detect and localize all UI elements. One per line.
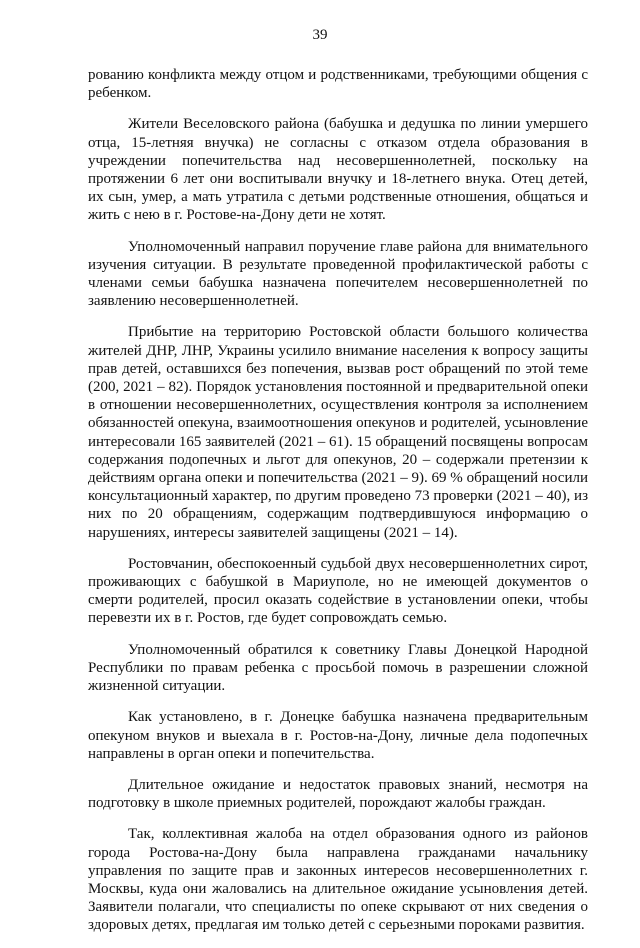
paragraph-collective-complaint: Так, коллективная жалоба на отдел образования одного из районов города Ростова-на-Дону была направлена гражданами начальнику управления по защите прав и законных интересов несовершеннолетних г. Москвы, куда они жаловались на длительное ожидание усыновления детей. Заявители полагали, что специалисты по опеке скрывают от них сведения о здоровых детях, предлагая им только детей с серьезными пороками развития.: [88, 826, 588, 934]
paragraph-veselovsky-residents: Жители Веселовского района (бабушка и дедушка по линии умершего отца, 15-летняя внучка) не согласны с отказом отдела образования в учреждении попечительства над несовершеннолетней, поскольку на протяжении 6 лет они воспитывали внучку и 18-летнего внука. Отец детей, их сын, умер, а мать утратила с детьми родственные отношения, общаться и жить с нею в г. Ростове-на-Дону дети не хотят.: [88, 116, 588, 224]
paragraph-donetsk-guardian: Как установлено, в г. Донецке бабушка назначена предварительным опекуном внуков и выехала в г. Ростов-на-Дону, личные дела подопечных направлены в орган опеки и попечительства.: [88, 709, 588, 762]
paragraph-long-waiting: Длительное ожидание и недостаток правовых знаний, несмотря на подготовку в школе приемных родителей, порождают жалобы граждан.: [88, 776, 588, 812]
body-text: [88, 66, 588, 948]
paragraph-dnr-advisor: Уполномоченный обратился к советнику Главы Донецкой Народной Республики по правам ребенка с просьбой помочь в разрешении сложной жизненной ситуации.: [88, 641, 588, 695]
paragraph-ombudsman-instruction: Уполномоченный направил поручение главе района для внимательного изучения ситуации. В результате проведенной профилактической работы с членами семьи бабушка назначена попечителем несовершеннолетней по заявлению несовершеннолетней.: [88, 238, 588, 310]
page-number: 39: [312, 27, 328, 43]
paragraph-statistics: Прибытие на территорию Ростовской области большого количества жителей ДНР, ЛНР, Украины усилило внимание населения к вопросу защиты прав детей, оставшихся без попечения, вызвав рост обращений по этой теме (200, 2021 – 82). Порядок установления постоянной и предварительной опеки в отношении несовершеннолетних, осуществления контроля за исполнением обязанностей опекуна, взаимоотношения опекунов и родителей, усыновление интересовали 165 заявителей (2021 – 61). 15 обращений посвящены вопросам содержания подопечных и льгот для опекунов, 20 – содержали претензии к действиям органа опеки и попечительства (2021 – 9). 69 % обращений носили консультационный характер, по другим проведено 73 проверки (2021 – 40), из них по 20 обращениям, содержащим подтвердившуюся информацию о нарушениях, интересы заявителей защищены (2021 – 14).: [88, 324, 589, 541]
paragraph-continuation: рованию конфликта между отцом и родственниками, требующими общения с ребенком.: [88, 67, 588, 102]
paragraph-rostov-resident: Ростовчанин, обеспокоенный судьбой двух несовершеннолетних сирот, проживающих с бабушкой в Мариуполе, но не имеющей документов о смерти родителей, просил оказать содействие в установлении опеки, чтобы перевезти их в г. Ростов, где будет сопровождать семью.: [88, 555, 588, 627]
